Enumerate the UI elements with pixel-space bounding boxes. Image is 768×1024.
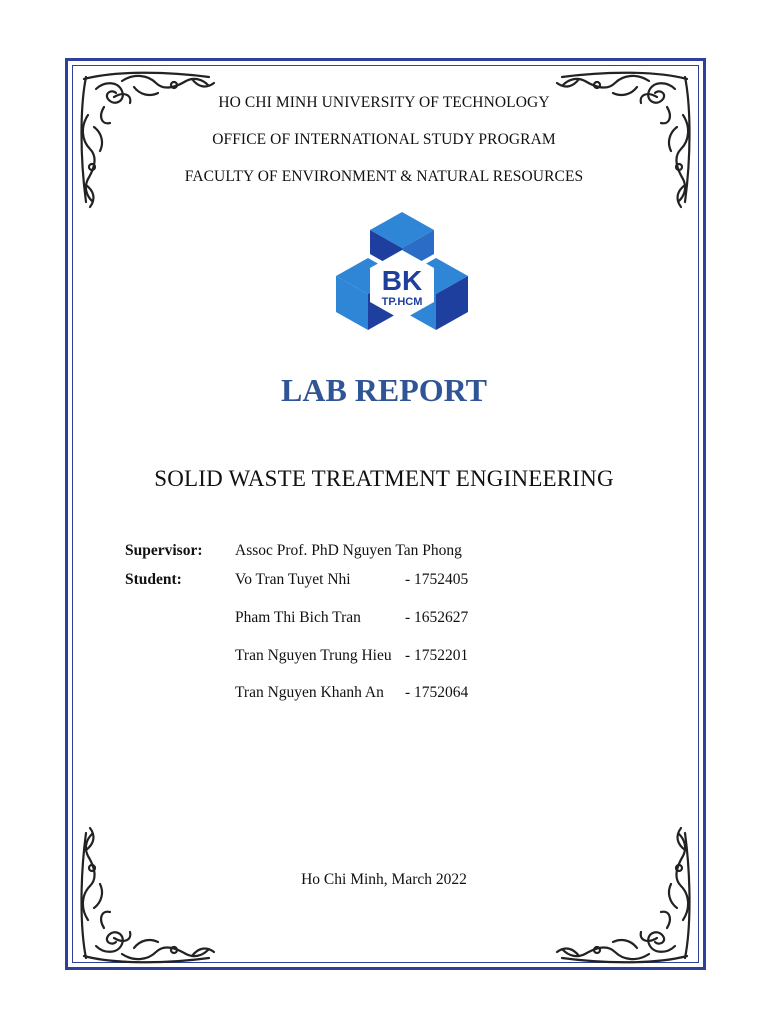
student-id: - 1752201 <box>405 647 469 664</box>
student-name: Tran Nguyen Khanh An <box>235 684 384 701</box>
student-name: Pham Thi Bich Tran <box>235 609 361 626</box>
university-name: HO CHI MINH UNIVERSITY OF TECHNOLOGY <box>218 94 550 111</box>
supervisor-label: Supervisor: <box>125 542 203 559</box>
student-id: - 1752405 <box>405 571 469 588</box>
logo-sub-text: TP.HCM <box>381 296 423 308</box>
faculty-name: FACULTY OF ENVIRONMENT & NATURAL RESOURCES <box>184 168 584 185</box>
logo-main-text: BK <box>381 265 423 296</box>
student-name: Vo Tran Tuyet Nhi <box>235 571 351 588</box>
student-label: Student: <box>125 571 182 588</box>
place-and-date: Ho Chi Minh, March 2022 <box>301 871 467 888</box>
student-id: - 1652627 <box>405 609 469 626</box>
corner-ornament-bottom-right <box>547 818 697 968</box>
course-title: SOLID WASTE TREATMENT ENGINEERING <box>154 466 614 491</box>
supervisor-name: Assoc Prof. PhD Nguyen Tan Phong <box>235 542 462 559</box>
report-title: LAB REPORT <box>280 372 487 408</box>
corner-ornament-bottom-left <box>74 818 224 968</box>
office-name: OFFICE OF INTERNATIONAL STUDY PROGRAM <box>212 131 556 148</box>
student-name: Tran Nguyen Trung Hieu <box>235 647 392 664</box>
bk-university-logo <box>334 210 470 334</box>
student-id: - 1752064 <box>405 684 469 701</box>
